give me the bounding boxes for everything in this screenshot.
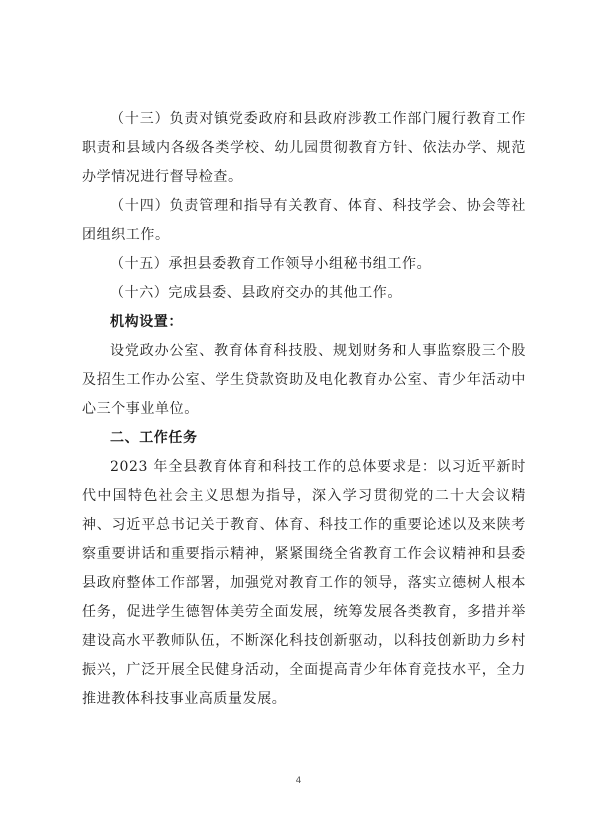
page-number: 4 xyxy=(295,776,302,786)
paragraph-item-15: （十五）承担县委教育工作领导小组秘书组工作。 xyxy=(110,256,432,272)
section-heading-work-tasks: 二、工作任务 xyxy=(110,430,198,446)
paragraph-item-13: （十三）负责对镇党委政府和县政府涉教工作部门履行教育工作职责和县域内各级各类学校、幼儿园贯彻教育方针、依法办学、规范办学情况进行督导检查。 xyxy=(82,111,526,185)
paragraph-item-16: （十六）完成县委、县政府交办的其他工作。 xyxy=(110,285,402,301)
section-heading-organization: 机构设置： xyxy=(110,314,183,330)
document-body xyxy=(82,105,526,714)
paragraph-item-14: （十四）负责管理和指导有关教育、体育、科技学会、协会等社团组织工作。 xyxy=(82,198,526,243)
paragraph-work-requirements: 2023 年全县教育体育和科技工作的总体要求是：以习近平新时代中国特色社会主义思想为指导，深入学习贯彻党的二十大会议精神、习近平总书记关于教育、体育、科技工作的重要论述以及来陕考察重要讲话和重要指示精神，紧紧围绕全省教育工作会议精神和县委县政府整体工作部署，加强党对教育工作的领导，落实立德树人根本任务，促进学生德智体美劳全面发展，统筹发展各类教育，多措并举建设高水平教师队伍，不断深化科技创新驱动，以科技创新助力乡村振兴，广泛开展全民健身活动，全面提高青少年体育竞技水平，全力推进教体科技事业高质量发展。 xyxy=(82,459,526,707)
paragraph-organization: 设党政办公室、教育体育科技股、规划财务和人事监察股三个股及招生工作办公室、学生贷款资助及电化教育办公室、青少年活动中心三个事业单位。 xyxy=(82,343,526,417)
